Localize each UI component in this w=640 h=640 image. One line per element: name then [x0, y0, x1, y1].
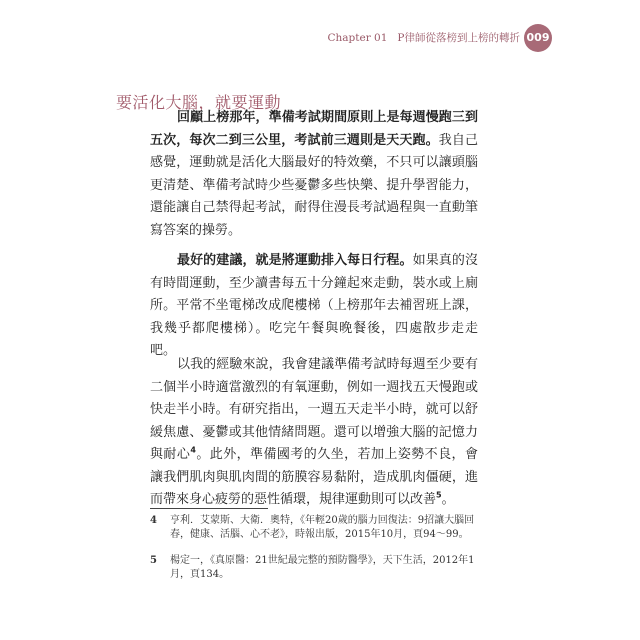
footnote-number: 4 — [150, 515, 157, 526]
paragraph-1-body: 我自己感覺，運動就是活化大腦最好的特效藥，不只可以讓頭腦更清楚、準備考試時少些憂鬱多些快樂、提升學習能力，還能讓自己禁得起考試，耐得住漫長考試過程與一直動筆寫答案的操勞。 — [150, 132, 478, 238]
footnote-ref-4: 4 — [190, 445, 196, 455]
paragraph-1-lead: 回顧上榜那年，準備考試期間原則上是每週慢跑三到五次，每次二到三公里，考試前三週則是天天跑。 — [150, 110, 478, 148]
paragraph-3 — [150, 354, 478, 512]
running-header — [327, 30, 520, 45]
paragraph-2 — [150, 250, 478, 363]
section-title: 要活化大腦，就要運動 — [116, 93, 282, 112]
page-number-badge: 009 — [524, 24, 552, 52]
footnote-5 — [150, 554, 480, 581]
footnote-text: 楊定一，《真原醫：21世紀最完整的預防醫學》，天下生活，2012年1月，頁134。 — [170, 555, 475, 580]
footnote-number: 5 — [150, 555, 157, 566]
paragraph-3-body-a: 以我的經驗來說，我會建議準備考試時每週至少要有二個半小時適當激烈的有氧運動，例如一週找五天慢跑或快走半小時。有研究指出，一週五天走半小時，就可以舒緩焦慮、憂鬱或其他情緒問題。還可以增強大腦的記憶力與耐心 — [150, 357, 478, 462]
paragraph-3-body-b: 。此外，準備國考的久坐，若加上姿勢不良，會讓我們肌肉與肌肉間的筋膜容易黏附，造成肌肉僵硬，進而帶來身心疲勞的惡性循環，規律運動則可以改善 — [150, 447, 478, 507]
footnote-ref-5: 5 — [436, 490, 442, 500]
chapter-title: P律師從落榜到上榜的轉折 — [397, 32, 520, 44]
paragraph-3-body-c: 。 — [441, 492, 455, 507]
footnote-divider — [150, 508, 268, 509]
paragraph-1 — [150, 107, 478, 242]
paragraph-2-body: 如果真的沒有時間運動，至少讀書每五十分鐘起來走動，裝水或上廁所。平常不坐電梯改成爬樓梯（上榜那年去補習班上課，我幾乎都爬樓梯）。吃完午餐與晚餐後，四處散步走走吧。 — [150, 253, 478, 358]
footnote-text: 亨利．艾蒙斯、大衛．奧特，《年輕20歲的腦力回復法：9招讓大腦回春，健康、活腦、心不老》，時報出版，2015年10月，頁94～99。 — [170, 515, 475, 540]
footnote-4 — [150, 514, 480, 541]
chapter-label: Chapter 01 — [327, 32, 388, 44]
paragraph-2-lead: 最好的建議，就是將運動排入每日行程。 — [177, 253, 413, 268]
